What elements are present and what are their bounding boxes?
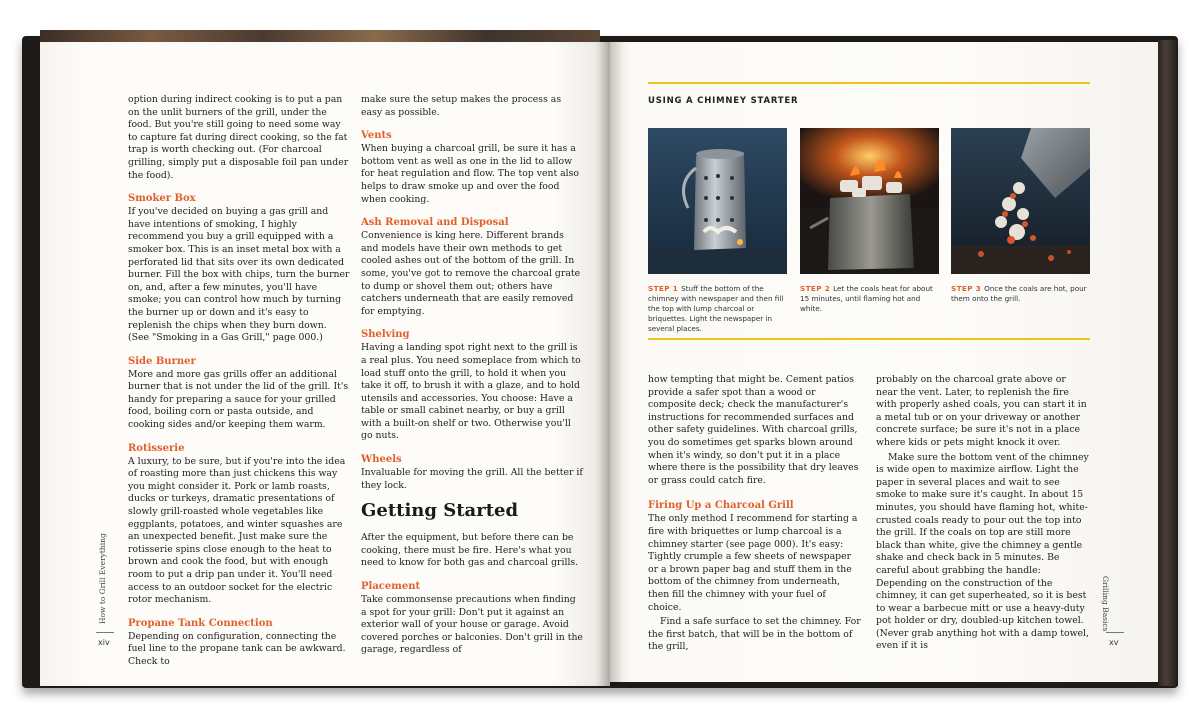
step-label: STEP 3 xyxy=(951,284,982,293)
section-heading-propane: Propane Tank Connection xyxy=(128,617,273,629)
section-heading-rotisserie: Rotisserie xyxy=(128,442,185,454)
paragraph: option during indirect cooking is to put a pan on the unlit burners of the grill, under the food. But you're still going to need some way to capture fat during direct cooking, so the fat trap is worth checking out. (For charcoal grilling, simply put a disposable foil pan under the food). xyxy=(128,94,349,181)
folio-rule xyxy=(96,632,114,633)
chimney-starter-image xyxy=(648,128,787,274)
page-number-left: xiv xyxy=(98,638,110,647)
left-page xyxy=(40,42,610,686)
section-heading-ash-removal: Ash Removal and Disposal xyxy=(361,217,509,229)
page-number-right: xv xyxy=(1109,638,1119,647)
paragraph: Take commonsense precautions when finding a spot for your grill: Don't put it against an exterior wall of your house or garage. Avoid covered porches or balconies. Don't grill in the garage, regardless of xyxy=(361,594,583,656)
pouring-coals-image xyxy=(951,128,1090,274)
paragraph: Depending on configuration, connecting the fuel line to the propane tank can be awkward. Check to xyxy=(128,630,346,667)
step-3-caption xyxy=(951,284,1093,304)
step-label: STEP 1 xyxy=(648,284,679,293)
section-heading-placement: Placement xyxy=(361,581,421,593)
section-heading-smoker-box: Smoker Box xyxy=(128,193,196,205)
step-1-photo xyxy=(648,128,787,274)
folio-rule xyxy=(1106,632,1124,633)
paragraph: Invaluable for moving the grill. All the better if they lock. xyxy=(361,467,583,491)
right-column-2 xyxy=(876,374,1090,653)
chapter-heading-getting-started: Getting Started xyxy=(361,500,519,522)
left-column-1 xyxy=(128,94,350,669)
section-heading-firing-up: Firing Up a Charcoal Grill xyxy=(648,500,794,512)
hot-coals-image xyxy=(800,128,939,274)
sidebar-rule-top xyxy=(648,82,1090,84)
running-head-right: Grilling Basics xyxy=(1101,576,1110,632)
sidebar-rule-bottom xyxy=(648,338,1090,340)
paragraph: If you've decided on buying a gas grill and have intentions of smoking, I highly recommend you buy a grill equipped with a smoker box. This is an inset metal box with a perforated lid that sits over its own dedicated burner. Fill the box with chips, turn the burner on, and, after a few minutes, you'll have smoke; you can control how much by turning the burner up or down and it's easy to replenish the chips when they burn down. (See "Smoking in a Gas Grill," page 000.) xyxy=(128,206,350,344)
section-heading-side-burner: Side Burner xyxy=(128,355,196,367)
paragraph: probably on the charcoal grate above or near the vent. Later, to replenish the fire with properly ashed coals, you can start it in a metal tub or on your driveway or another concrete surface; be sure it's not in a place where kids or pets might knock it over. xyxy=(876,374,1087,448)
step-text: Stuff the bottom of the chimney with newspaper and then fill the top with lump charcoal or briquettes. Light the newspaper in several places. xyxy=(648,284,784,333)
step-2-photo xyxy=(800,128,939,274)
paragraph: Make sure the bottom vent of the chimney is wide open to maximize airflow. Light the paper in several places and wait to see smoke to make sure it's caught. In about 15 minutes, you should have flaming hot, white-crusted coals ready to pour out the top into the grill. If the coals on top are still more black than white, give the chimney a gentle shake and check back in 5 minutes. Be careful about grabbing the handle: Depending on the construction of the chimney, it can get superheated, so it is best to wear a barbecue mitt or use a heavy-duty pot holder or dry, doubled-up kitchen towel. (Never grab anything hot with a damp towel, even if it is xyxy=(876,451,1089,652)
paragraph: The only method I recommend for starting a fire with briquettes or lump charcoal is a chimney starter (see page 000). It's easy: Tightly crumple a few sheets of newspaper or a brown paper bag and stuff them in the bottom of the chimney from underneath, then fill the chimney with your fuel of choice. xyxy=(648,513,858,613)
paragraph: Convenience is king here. Different brands and models have their own methods to get cooled ashes out of the bottom of the grill. In some, you've got to remove the charcoal grate to dump or shovel them out; others have catchers underneath that are easily removed for emptying. xyxy=(361,230,581,317)
step-text: Once the coals are hot, pour them onto the grill. xyxy=(951,284,1087,303)
step-3-photo xyxy=(951,128,1090,274)
step-text: Let the coals heat for about 15 minutes, until flaming hot and white. xyxy=(800,284,933,313)
sidebar-title: USING A CHIMNEY STARTER xyxy=(648,96,799,106)
paragraph: A luxury, to be sure, but if you're into the idea of roasting more than just chickens this way you might consider it. Pork or lamb roasts, ducks or turkeys, dramatic presentations of slowly grill-roasted whole vegetables like eggplants, potatoes, and winter squashes are an unexpected benefit. Just make sure the rotisserie spins close enough to the heat to brown and cook the food, but with enough room to put a drip pan under it. You'll need access to an outdoor socket for the electric rotor mechanism. xyxy=(128,455,346,606)
section-heading-shelving: Shelving xyxy=(361,329,410,341)
paragraph: After the equipment, but before there can be cooking, there must be fire. Here's what you need to know for both gas and charcoal grills. xyxy=(361,532,579,569)
section-heading-vents: Vents xyxy=(361,130,392,142)
paragraph: how tempting that might be. Cement patios provide a safer spot than a wood or composite deck; check the manufacturer's instructions for recommended surfaces and other safety guidelines. With charcoal grills, you do sometimes get sparks blown around when it's windy, so don't put it in a place where there is the possibility that dry leaves or grass could catch fire. xyxy=(648,374,859,486)
paragraph: Having a landing spot right next to the grill is a real plus. You need someplace from which to load stuff onto the grill, to hold it when you take it off, to brush it with a glaze, and to hold utensils and accessories. You choose: Have a table or small cabinet nearby, or buy a grill with a built-on shelf or two. Otherwise you'll go nuts. xyxy=(361,342,581,442)
step-2-caption xyxy=(800,284,942,314)
step-1-caption xyxy=(648,284,790,334)
paragraph: When buying a charcoal grill, be sure it has a bottom vent as well as one in the lid to allow for heat regulation and flow. The top vent also helps to draw smoke up and over the food when cooking. xyxy=(361,143,580,205)
section-heading-wheels: Wheels xyxy=(361,454,402,466)
paragraph: More and more gas grills offer an additional burner that is not under the lid of the grill. It's handy for preparing a sauce for your grilled food, boiling corn or pasta outside, and cooking sides and/or keeping them warm. xyxy=(128,368,349,431)
running-head-left: How to Grill Everything xyxy=(98,533,107,624)
step-label: STEP 2 xyxy=(800,284,831,293)
paragraph: make sure the setup makes the process as easy as possible. xyxy=(361,94,562,118)
book-edge xyxy=(1158,40,1178,686)
left-column-2 xyxy=(361,94,583,657)
right-page xyxy=(610,42,1158,682)
right-column-1 xyxy=(648,374,862,654)
paragraph: Find a safe surface to set the chimney. For the first batch, that will be in the bottom of the grill, xyxy=(648,616,861,653)
